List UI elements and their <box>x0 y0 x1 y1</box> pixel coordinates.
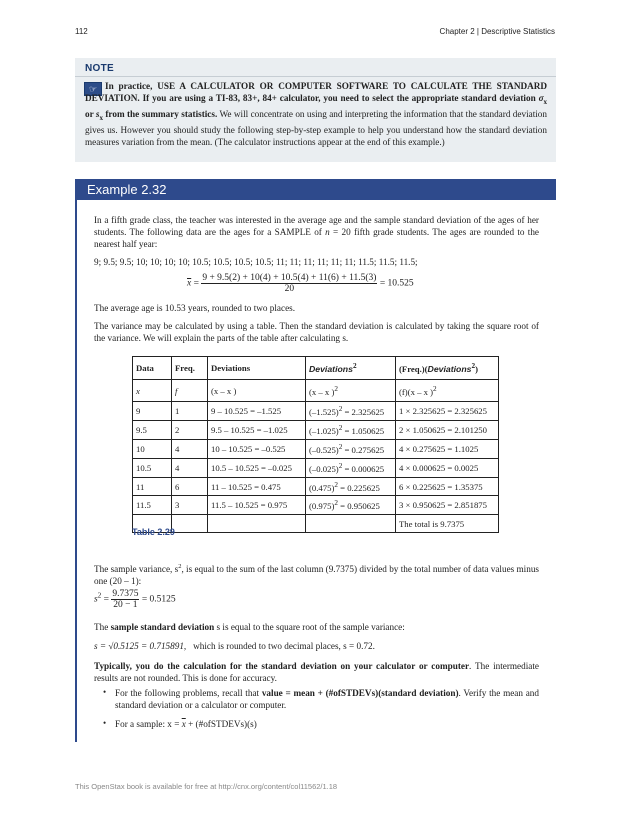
note-text: In practice, USE A CALCULATOR OR COMPUTER SOFTWARE TO CALCULATE THE STANDARD DEVIATION. If you are using a TI-83, 83+, 84+ calculator, you need to select the appropriate standard deviation $\sigma_x$ or $s_x$ from the summary statistics. We will concentrate on using and interpreting the information that the standard deviation gives us. However you should study the following step-by-step example to help you understand how the standard deviation measures variation from the mean. (The calculator instructions appear at the end of this example.) <box>85 81 548 148</box>
example-rule <box>75 200 77 742</box>
bullet-item-2: For a sample: $x = \overline{x}$ + (#ofSTDEVs)(s) <box>115 719 257 729</box>
header-deviations: Deviations <box>208 357 306 380</box>
s-symbol: s <box>95 109 100 120</box>
header-freq-deviations-squared: (Freq.)(Deviations$^2$) <box>396 357 499 380</box>
table-total: The total is 9.7375 <box>396 515 499 533</box>
sample-variance-text: The sample variance, $s^2$, is equal to the sum of the last column (9.7375) divided by the total number of data values minus one (20 – 1): <box>94 563 539 587</box>
bullet-dot: • <box>103 687 107 697</box>
header-deviations-squared: Deviations$^2$ <box>306 357 396 380</box>
table-header-row <box>133 357 499 380</box>
sigma-symbol: σ <box>538 93 544 104</box>
sigma-subscript: x <box>543 98 548 107</box>
deviation-table <box>132 356 499 533</box>
sd-text: The sample standard deviation s is equal to the square root of the sample variance: <box>94 622 405 632</box>
note-box <box>75 58 556 162</box>
mean-result: = 10.525 <box>379 278 414 289</box>
mean-numerator: 9 + 9.5(2) + 10(4) + 10.5(4) + 11(6) + 11.5(3) <box>202 273 377 283</box>
chapter-header: Chapter 2 | Descriptive Statistics <box>439 27 555 36</box>
note-divider <box>75 76 556 77</box>
intro-paragraph: In a fifth grade class, the teacher was interested in the average age and the sample standard deviation of the ages of her students. The following data are the ages for a SAMPLE of n = 20 fifth grade students. The ages are rounded to the nearest half year: <box>94 215 540 249</box>
mean-formula: $\overline{x}$ = $\frac{9 + 9.5(2) + 10(4) + 10.5(4) + 11(6) + 11.5(3)}{20}$ = 10.525 <box>187 273 414 294</box>
header-freq: Freq. <box>172 357 208 380</box>
table-row: 10.5 4 10.5 – 10.525 = –0.025 $(-0.025)^2 = 0.000625$ 4 × 0.000625 = 0.0025 <box>133 458 499 477</box>
table-row: 10 4 10 – 10.525 = –0.525 $(-0.525)^2 = 0.275625$ 4 × 0.275625 = 1.1025 <box>133 439 499 458</box>
page-number: 112 <box>75 27 88 36</box>
note-or: or <box>85 109 96 120</box>
note-bold-lead: In practice, USE A CALCULATOR OR COMPUTER SOFTWARE TO CALCULATE THE STANDARD DEVIATION. If you are using a TI-83, 83+, 84+ calculator, you need to select the appropriate standard deviation <box>85 81 547 104</box>
bullet-item-1: For the following problems, recall that value = mean + (#ofSTDEVs)(standard deviation). Verify the mean and standard deviation or a calculator or computer. <box>115 688 539 710</box>
pointing-hand-icon: ☞ <box>84 82 102 96</box>
variance-intro: The variance may be calculated by using a table. Then the standard deviation is calculated by taking the square root of the variance. We will explain the parts of the table after calculating s. <box>94 321 539 343</box>
note-title: NOTE <box>85 63 114 74</box>
note-rest: We will concentrate on using and interpreting the information that the standard deviation gives us. However you should study the following step-by-step example to help you understand how the standard deviation measures variation from the mean. (The calculator instructions appear at the end of this example.) <box>85 109 547 148</box>
example-title: Example 2.32 <box>75 179 556 200</box>
table-caption: Table 2.29 <box>132 527 175 537</box>
typically-text: Typically, you do the calculation for the standard deviation on your calculator or computer. The intermediate results are not rounded. This is done for accuracy. <box>94 661 539 683</box>
table-row: 9.5 2 9.5 – 10.525 = –1.025 $(-1.025)^2 = 1.050625$ 2 × 1.050625 = 2.101250 <box>133 420 499 439</box>
sd-formula: s = √0.5125 = 0.715891, which is rounded to two decimal places, s = 0.72. <box>94 641 375 651</box>
table-variable-row: x f (x – x ) (x – x )$^2$ (f)(x – x )$^2$ <box>133 380 499 402</box>
average-text: The average age is 10.53 years, rounded to two places. <box>94 303 296 313</box>
table-row: 11 6 11 – 10.525 = 0.475 $(0.475)^2 = 0.225625$ 6 × 0.225625 = 1.35375 <box>133 477 499 496</box>
note-bold-tail: from the summary statistics. <box>102 109 218 120</box>
table-total-row <box>133 515 499 533</box>
footer-text: This OpenStax book is available for free at http://cnx.org/content/col11562/1.18 <box>75 782 338 791</box>
header-data: Data <box>133 357 172 380</box>
data-list: 9; 9.5; 9.5; 10; 10; 10; 10; 10.5; 10.5; 10.5; 10.5; 11; 11; 11; 11; 11; 11; 11.5; 11.5; 11.5; <box>94 257 418 267</box>
table-row: 9 1 9 – 10.525 = –1.525 $(-1.525)^2 = 2.325625$ 1 × 2.325625 = 2.325625 <box>133 402 499 421</box>
bullet-dot: • <box>103 718 107 728</box>
table-row: 11.5 3 11.5 – 10.525 = 0.975 $(0.975)^2 = 0.950625$ 3 × 0.950625 = 2.851875 <box>133 496 499 515</box>
variance-formula: $s^2$ = $\frac{9.7375}{20 - 1}$ = 0.5125 <box>94 589 176 610</box>
mean-denominator: 20 <box>284 284 295 294</box>
